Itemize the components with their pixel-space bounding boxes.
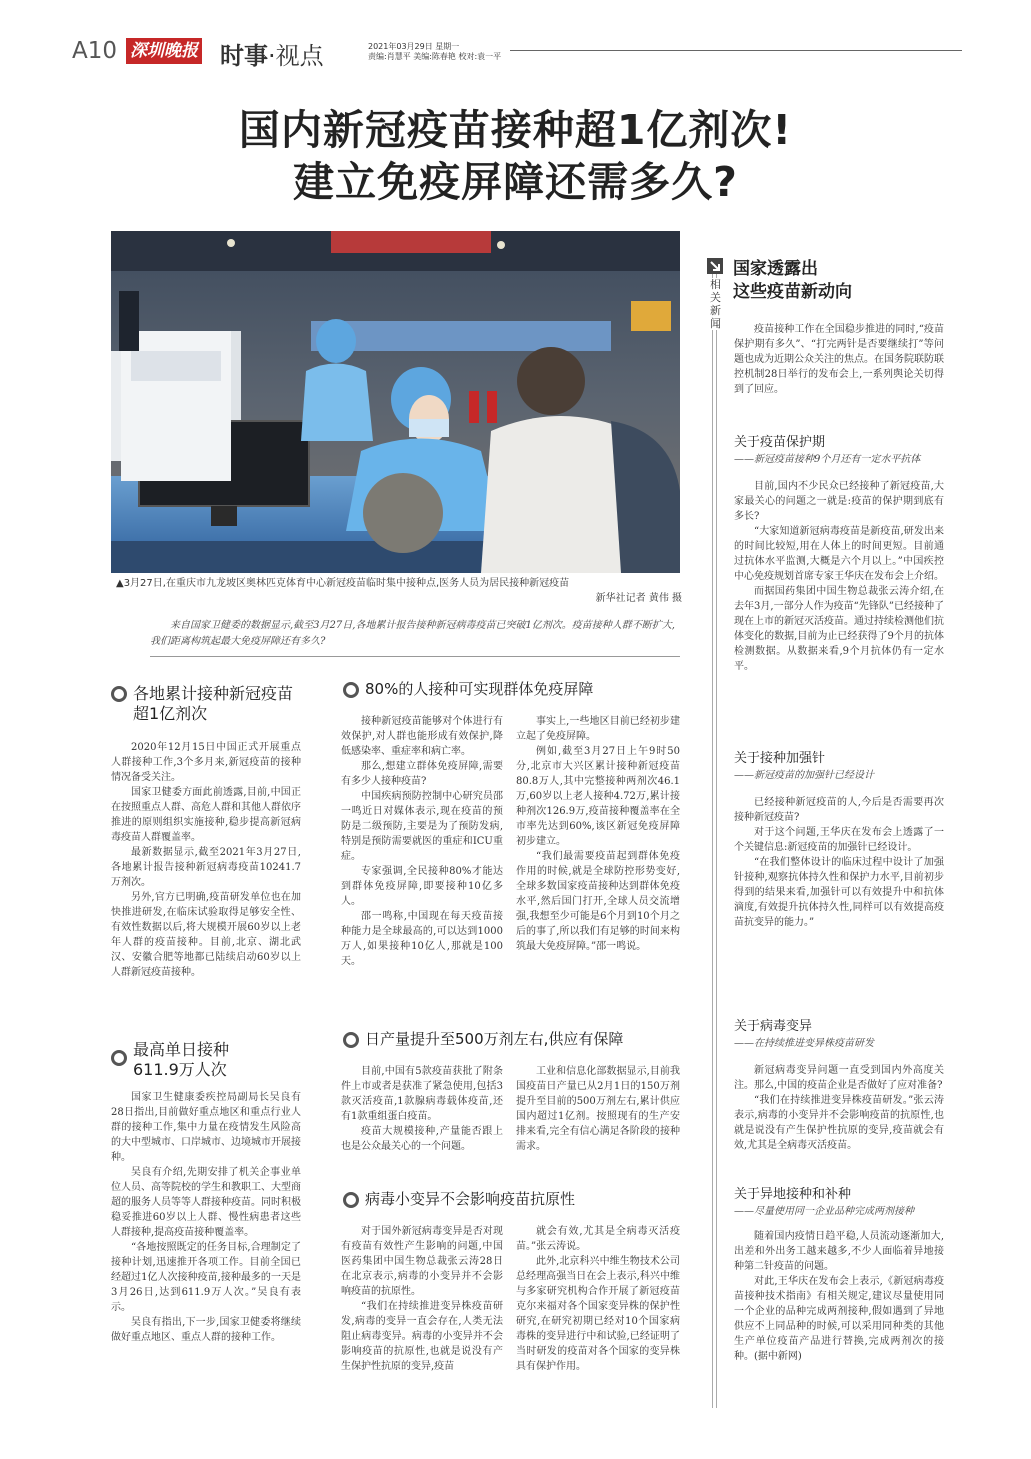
sidebar-subheading: ——新冠疫苗接种9个月还有一定水平抗体 (734, 454, 921, 465)
mid-column-d (516, 1064, 680, 1154)
sidebar-title-line2: 这些疫苗新动向 (733, 282, 852, 302)
photo-caption (116, 576, 682, 606)
paragraph: 最新数据显示,截至2021年3月27日,各地累计报告接种新冠病毒疫苗10241.7万剂次。 (111, 847, 301, 888)
paragraph: 就会有效,尤其是全病毒灭活疫苗。”张云涛说。 (516, 1226, 680, 1252)
news-photo (111, 231, 680, 573)
meta-editors: 责编:肖慧平 美编:陈春艳 校对:袁一平 (368, 52, 502, 61)
vaccination-scene-image (111, 231, 680, 573)
caption-text: ▲3月27日,在重庆市九龙坡区奥林匹克体育中心新冠疫苗临时集中接种点,医务人员为居民接种新冠疫苗 (116, 578, 570, 589)
article-lede: 来自国家卫健委的数据显示,截至3月27日,各地累计报告接种新冠病毒疫苗已突破1亿剂次。疫苗接种人群不断扩大,我们距离构筑起最大免疫屏障还有多久? (150, 620, 675, 647)
paragraph: 对于这个问题,王华庆在发布会上透露了一个关键信息:新冠疫苗的加强针已经设计。 (734, 827, 944, 853)
paragraph: 中国疾病预防控制中心研究员邵一鸣近日对媒体表示,现在疫苗的预防是二级预防,主要是为了预防发病,特别是预防需要就医的重症和ICU重症。 (341, 791, 503, 862)
paragraph: 疫苗大规模接种,产量能否跟上也是公众最关心的一个问题。 (341, 1126, 503, 1152)
sidebar-section-3 (734, 1018, 944, 1153)
section-title (220, 36, 324, 71)
section-sub: ·视点 (268, 42, 324, 70)
subhead-1-text: 各地累计接种新冠疫苗超1亿剂次 (133, 684, 294, 723)
mid-column-f (516, 1224, 680, 1374)
subhead-2-line1: 最高单日接种 (133, 1040, 230, 1059)
section-main: 时事 (220, 42, 268, 70)
mid-column-a (341, 714, 503, 969)
sidebar-divider (712, 258, 713, 1408)
paragraph: 例如,截至3月27日上午9时50分,北京市大兴区累计接种新冠疫苗80.8万人,其中完整接种两剂次46.1万,60岁以上老人接种4.72万,累计接种剂次126.9万,疫苗接种覆盖率在全市率先达到60%,该区新冠免疫屏障初步建立。 (516, 746, 680, 847)
paragraph: “我们最需要疫苗起到群体免疫作用的时候,就是全球防控形势变好,全球多数国家疫苗接种达到群体免疫水平,然后国门打开,全球人员交流增强,我想至少可能是6个月到10个月之后的事了,所以我们有足够的时间来构筑最大免疫屏障。”邵一鸣说。 (516, 851, 680, 952)
subhead-cumulative (111, 684, 301, 724)
paragraph: 新冠病毒变异问题一直受到国内外高度关注。那么,中国的疫苗企业是否做好了应对准备? (734, 1065, 944, 1091)
paragraph: 对于国外新冠病毒变异是否对现有疫苗有效性产生影响的问题,中国医药集团中国生物总裁张云涛28日在北京表示,病毒的小变异并不会影响疫苗的抗原性。 (341, 1226, 503, 1297)
paragraph: “在我们整体设计的临床过程中设计了加强针接种,观察抗体持久性和保护力水平,目前初步得到的结果来看,加强针可以有效提升中和抗体滴度,有效提升抗体持久性,同样可以有效提高疫苗抗变异的能力。” (734, 857, 944, 928)
paragraph: “我们在持续推进变异株疫苗研发。”张云涛表示,病毒的小变异并不会影响疫苗的抗原性,也就是说没有产生保护性抗原的变异,疫苗就会有效,尤其是全病毒灭活疫苗。 (734, 1095, 944, 1151)
subhead-record (111, 1040, 301, 1080)
page-number: A10 (72, 38, 118, 64)
paragraph: 目前,中国有5款疫苗获批了附条件上市或者是获准了紧急使用,包括3款灭活疫苗,1款腺病毒载体疫苗,还有1款重组蛋白疫苗。 (341, 1066, 503, 1122)
bullet-circle-icon (111, 686, 127, 702)
paragraph (734, 1274, 944, 1364)
news-source: (据中新网) (754, 1351, 802, 1362)
paragraph: 事实上,一些地区目前已经初步建立起了免疫屏障。 (516, 716, 680, 742)
paragraph: “我们在持续推进变异株疫苗研发,病毒的变异一直会存在,人类无法阻止病毒变异。病毒的小变异并不会影响疫苗的抗原性,也就是说没有产生保护性抗原的变异,疫苗 (341, 1301, 503, 1372)
sidebar-title (733, 258, 852, 304)
headline-line2: 建立免疫屏障还需多久? (293, 158, 738, 206)
sidebar-heading: 关于异地接种和补种 (734, 1187, 852, 1202)
mid-column-b (516, 714, 680, 954)
paragraph: 那么,想建立群体免疫屏障,需要有多少人接种疫苗? (341, 761, 503, 787)
newspaper-logo: 深圳晚报 (126, 38, 202, 64)
paragraph: 吴良有介绍,先期安排了机关企事业单位人员、高等院校的学生和教职工、大型商超的服务人员等等人群接种疫苗。同时积极稳妥推进60岁以上人群、慢性病患者这些人群接种,提高疫苗接种覆盖率。 (111, 1167, 301, 1238)
related-news-tag: 相关新闻 (710, 278, 724, 330)
headline-line1: 国内新冠疫苗接种超1亿剂次! (238, 106, 793, 154)
meta-date: 2021年03月29日 星期一 (368, 42, 460, 51)
page-meta (368, 42, 501, 62)
sidebar-heading: 关于病毒变异 (734, 1019, 813, 1034)
paragraph: 2020年12月15日中国正式开展重点人群接种工作,3个多月来,新冠疫苗的接种情况备受关注。 (111, 742, 301, 783)
arrow-icon (707, 258, 723, 274)
sidebar-heading: 关于接种加强针 (734, 751, 826, 766)
subhead-2-line2: 611.9万人次 (133, 1060, 227, 1079)
left-column-part2 (111, 1090, 301, 1345)
photo-credit: 新华社记者 黄伟 摄 (595, 593, 682, 604)
subhead-production-text: 日产量提升至500万剂左右,供应有保障 (365, 1030, 624, 1048)
subhead-production (343, 1030, 673, 1048)
mid-column-e (341, 1224, 503, 1374)
sidebar-subheading: ——新冠疫苗的加强针已经设计 (734, 770, 874, 781)
bullet-circle-icon (343, 1032, 359, 1048)
sidebar-title-line1: 国家透露出 (733, 259, 818, 279)
paragraph-text: 对此,王华庆在发布会上表示,《新冠病毒疫苗接种技术指南》有相关规定,建议尽量使用同一个企业的品种完成两剂接种,假如遇到了异地供应不上同品种的时候,可以采用同种类的其他生产单位疫苗产品进行替换,完成两剂次的接种。 (734, 1276, 944, 1362)
bullet-circle-icon (343, 682, 359, 698)
sidebar-heading: 关于疫苗保护期 (734, 435, 826, 450)
paragraph: 邵一鸣称,中国现在每天疫苗接种能力是全球最高的,可以达到1000万人,如果接种10亿人,那就是100天。 (341, 911, 503, 967)
header-rule (510, 50, 962, 51)
sidebar-section-2 (734, 750, 944, 930)
lede-rule (150, 656, 680, 657)
sidebar-subheading: ——尽量使用同一企业品种完成两剂接种 (734, 1206, 914, 1217)
paragraph: 工业和信息化部数据显示,目前我国疫苗日产量已从2月1日的150万剂提升至目前的500万剂左右,累计供应国内超过1亿剂。按照现有的生产安排来看,完全有信心满足各阶段的接种需求。 (516, 1066, 680, 1152)
bullet-circle-icon (343, 1192, 359, 1208)
headline (0, 104, 1031, 208)
paragraph: 另外,官方已明确,疫苗研发单位也在加快推进研发,在临床试验取得足够安全性、有效性数据以后,将大规模开展60岁以上老年人群的疫苗接种。目前,北京、湖北武汉、安徽合肥等地都已陆续启动60岁以上人群新冠疫苗接种。 (111, 892, 301, 978)
subhead-2 (111, 1040, 301, 1080)
paragraph: 已经接种新冠疫苗的人,今后是否需要再次接种新冠疫苗? (734, 797, 944, 823)
subhead-variant-text: 病毒小变异不会影响疫苗抗原性 (365, 1190, 576, 1208)
sidebar-intro (734, 322, 944, 397)
subhead-80-percent (343, 680, 673, 698)
bullet-circle-icon (111, 1050, 127, 1066)
left-column-part1 (111, 740, 301, 980)
paragraph: 国家卫健委方面此前透露,目前,中国正在按照重点人群、高危人群和其他人群依序推进的原则组织实施接种,稳步提高新冠病毒疫苗人群覆盖率。 (111, 787, 301, 843)
subhead-2-text (133, 1040, 293, 1080)
mid-column-c (341, 1064, 503, 1154)
paragraph: 随着国内疫情日趋平稳,人员流动逐渐加大,出差和外出务工越来越多,不少人面临着异地接种第二针疫苗的问题。 (734, 1231, 944, 1272)
subhead-variant (343, 1190, 673, 1208)
paragraph: 国家卫生健康委疾控局副局长吴良有28日指出,目前做好重点地区和重点行业人群的接种工作,集中力量在疫情发生风险高的大中型城市、口岸城市、边境城市开展接种。 (111, 1092, 301, 1163)
sidebar-section-4 (734, 1186, 944, 1364)
paragraph: 接种新冠疫苗能够对个体进行有效保护,对人群也能形成有效保护,降低感染率、重症率和病亡率。 (341, 716, 503, 757)
paragraph: 目前,国内不少民众已经接种了新冠疫苗,大家最关心的问题之一就是:疫苗的保护期到底有多长? (734, 481, 944, 522)
paragraph: “大家知道新冠病毒疫苗是新疫苗,研发出来的时间比较短,用在人体上的时间更短。目前通过抗体水平监测,大概是六个月以上。”中国疾控中心免疫规划首席专家王华庆在发布会上介绍。 (734, 526, 944, 582)
subhead-1 (111, 684, 301, 724)
paragraph: 而据国药集团中国生物总裁张云涛介绍,在去年3月,一部分人作为疫苗“先锋队”已经接种了现在上市的新冠灭活疫苗。通过持续检测他们抗体变化的数据,目前为止已经获得了9个月的抗体检测数据。从数据来看,9个月抗体仍有一定水平。 (734, 586, 944, 672)
paragraph: 此外,北京科兴中维生物技术公司总经理高强当日在会上表示,科兴中维与多家研究机构合作开展了新冠疫苗克尔来福对各个国家变异株的保护性研究,在研究初期已经对10个国家病毒株的变异进行中和试验,已经证明了当时研发的疫苗对各个国家的变异株具有保护作用。 (516, 1256, 680, 1372)
sidebar-divider (716, 258, 717, 1408)
paragraph: 专家强调,全民接种80%才能达到群体免疫屏障,即要接种10亿多人。 (341, 866, 503, 907)
sidebar-subheading: ——在持续推进变异株疫苗研发 (734, 1038, 874, 1049)
sidebar-section-1 (734, 434, 944, 674)
subhead-80-text: 80%的人接种可实现群体免疫屏障 (365, 680, 594, 698)
paragraph: 吴良有指出,下一步,国家卫健委将继续做好重点地区、重点人群的接种工作。 (111, 1317, 301, 1343)
paragraph: “各地按照既定的任务目标,合理制定了接种计划,迅速推开各项工作。目前全国已经超过1亿人次接种疫苗,接种最多的一天是3月26日,达到611.9万人次。”吴良有表示。 (111, 1242, 301, 1313)
paragraph: 疫苗接种工作在全国稳步推进的同时,“疫苗保护期有多久”、“打完两针是否要继续打”等问题也成为近期公众关注的焦点。在国务院联防联控机制28日举行的发布会上,一系列舆论关切得到了回应。 (734, 324, 944, 395)
